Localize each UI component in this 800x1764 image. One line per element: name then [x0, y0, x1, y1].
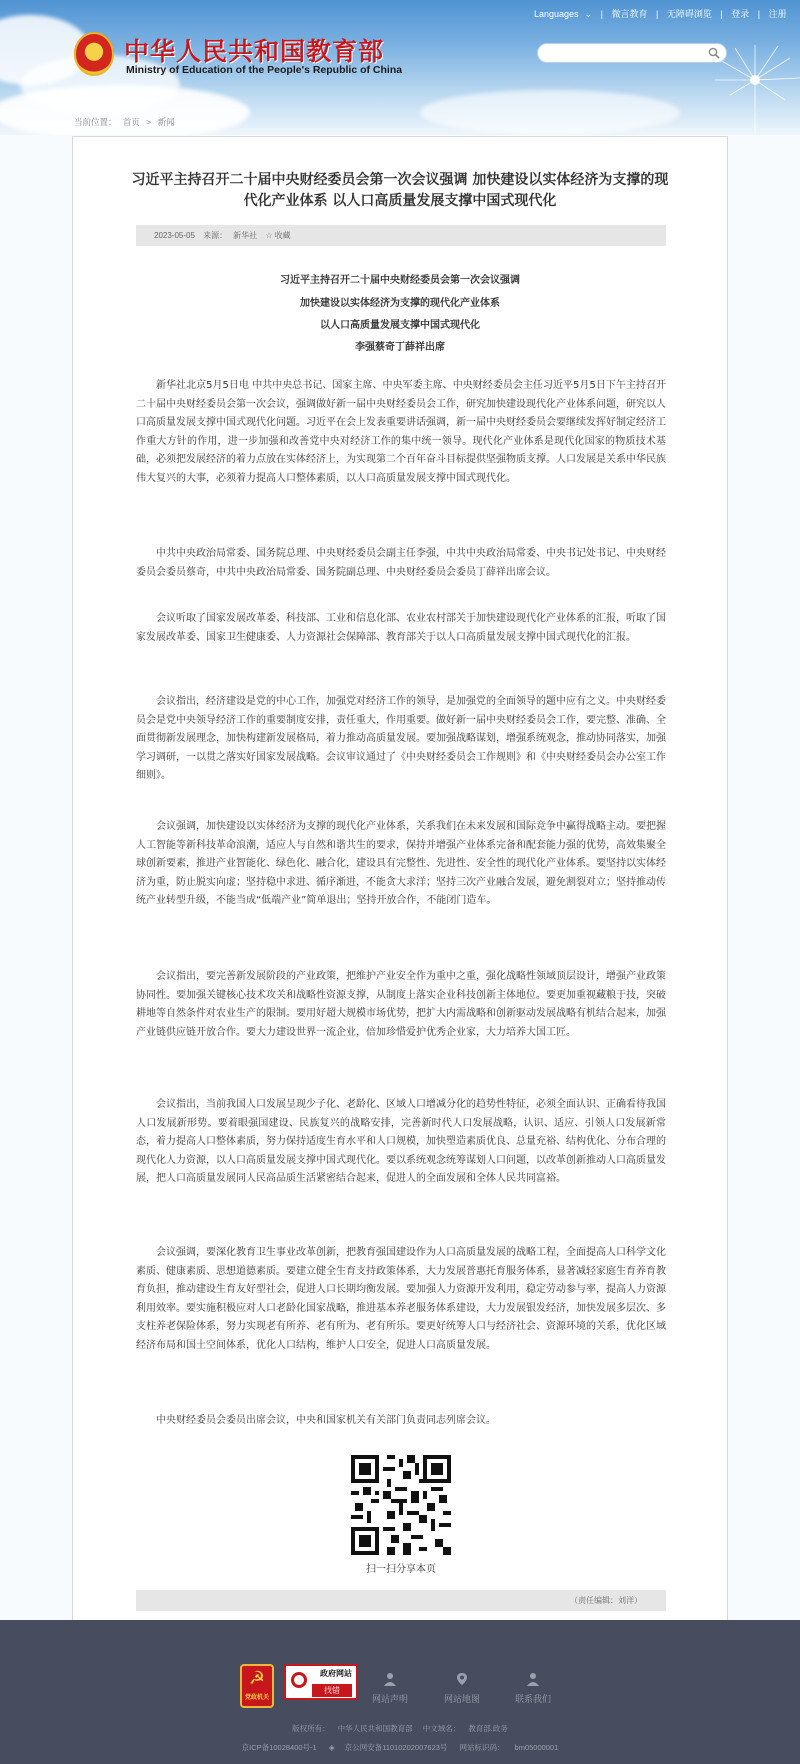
article-paragraph: 中央财经委员会委员出席会议，中央和国家机关有关部门负责同志列席会议。 — [156, 1415, 496, 1426]
article-date: 2023-05-05 — [154, 231, 195, 240]
cloud-decoration — [420, 90, 680, 135]
site-code: bm05000001 — [514, 1743, 559, 1752]
article-source: 新华社 — [233, 231, 258, 240]
nav-login[interactable]: 登录 — [731, 9, 750, 19]
footer-link-contact[interactable] — [503, 1672, 563, 1705]
domain-label: 中文域名： — [422, 1724, 461, 1733]
chevron-down-icon[interactable]: ⌄ — [584, 9, 593, 19]
site-code-label: 网站标识码： — [459, 1743, 505, 1752]
copyright-line — [0, 1723, 800, 1734]
site-footer — [0, 1620, 800, 1764]
icp-line — [0, 1742, 800, 1753]
nav-separator: | — [600, 9, 603, 19]
party-badge-label: 党政机关 — [244, 1694, 269, 1701]
star-icon[interactable]: ☆ — [265, 231, 273, 240]
copyright-owner: 中华人民共和国教育部 — [337, 1724, 413, 1733]
person-icon — [383, 1672, 397, 1686]
party-gov-badge[interactable] — [240, 1664, 274, 1708]
breadcrumb-separator: > — [146, 117, 152, 127]
breadcrumb-label: 当前位置： — [74, 117, 117, 127]
article-subhead: 加快建设以实体经济为支撑的现代化产业体系 — [300, 298, 500, 309]
article-paragraph: 会议强调，要深化教育卫生事业改革创新，把教育强国建设作为人口高质量发展的战略工程，全面提高人口科学文化素质、健康素质、思想道德素质。要建立健全生育支持政策体系，大力发展普惠托育服务体系，显著减轻家庭生育养育教育负担，推动建设生育友好型社会，促进人口长期均衡发展。要加强人力资源开发利用，稳定劳动参与率，提高人力资源利用效率。要实施积极应对人口老龄化国家战略，推进基本养老服务体系建设，大力发展银发经济，加快发展多层次、多支柱养老保险体系，努力实现老有所养、老有所为、老有所乐。要更好统筹人口与经济社会、资源环境的关系，优化区域经济布局和国土空间体系，优化人口结构，维护人口安全，促进人口高质量发展。 — [136, 1247, 666, 1351]
article-paragraph: 会议指出，要完善新发展阶段的产业政策，把维护产业安全作为重中之重，强化战略性领域顶层设计，增强产业政策协同性。要加强关键核心技术攻关和战略性资源支撑，从制度上落实企业科技创新主体地位。要更加重视藏粮于技，突破耕地等自然条件对农业生产的限制。要用好超大规模市场优势，把扩大内需战略和创新驱动发展战略有机结合起来，加强产业链供应链开放合作。要大力建设世界一流企业，倍加珍惜爱护优秀企业家，大力培养大国工匠。 — [136, 971, 666, 1038]
search-icon[interactable] — [708, 47, 720, 59]
qr-caption: 扫一扫分享本页 — [366, 1564, 436, 1575]
article-paragraph: 会议指出，经济建设是党的中心工作，加强党对经济工作的领导，是加强党的全面领导的题中应有之义。中央财经委员会是党中央领导经济工作的重要制度安排，责任重大，作用重要。做好新一届中央财经委员会工作，要完整、准确、全面贯彻新发展理念，加快构建新发展格局，着力推动高质量发展。要加强战略谋划，增强系统观念，推动协同落实，加强学习调研，一以贯之落实好国家发展战略。会议审议通过了《中央财经委员会工作规则》和《中央财经委员会办公室工作细则》。 — [136, 696, 666, 782]
responsible-editor: （责任编辑：刘洋） — [570, 1596, 642, 1605]
breadcrumb-news[interactable]: 新闻 — [157, 117, 175, 127]
site-logo-english[interactable]: Ministry of Education of the People's Republic of China — [126, 64, 403, 76]
icp-number[interactable]: 京ICP备10028400号-1 — [241, 1743, 317, 1752]
site-header — [0, 0, 800, 135]
article-subhead: 李强蔡奇丁薛祥出席 — [355, 342, 445, 353]
article-subhead: 以人口高质量发展支撑中国式现代化 — [320, 320, 480, 331]
police-shield-icon: ◈ — [328, 1743, 335, 1752]
nav-register[interactable]: 注册 — [768, 9, 787, 19]
site-logo-text[interactable]: 中华人民共和国教育部 — [124, 37, 385, 66]
nav-accessibility[interactable]: 无障碍浏览 — [666, 9, 712, 19]
nav-separator: | — [757, 9, 761, 19]
article-title: 习近平主持召开二十届中央财经委员会第一次会议强调 加快建设以实体经济为支撑的现代化产业体系 以人口高质量发展支撑中国式现代化 — [131, 172, 669, 209]
search-input[interactable] — [537, 43, 727, 63]
article-meta-bar — [136, 225, 666, 246]
nav-languages[interactable]: Languages — [534, 9, 579, 19]
footer-link-label: 联系我们 — [514, 1695, 551, 1705]
breadcrumb — [74, 116, 179, 128]
police-record[interactable]: 京公网安备11010202007623号 — [344, 1743, 448, 1752]
qr-code-icon — [351, 1455, 451, 1555]
article-paragraph: 中共中央政治局常委、国务院总理、中央财经委员会副主任李强，中共中央政治局常委、中央书记处书记、中央财经委员会委员蔡奇，中共中央政治局常委、国务院副总理、中央财经委员会委员丁薛祥出席会议。 — [136, 548, 666, 578]
footer-link-sitemap[interactable] — [432, 1672, 492, 1705]
article-paragraph: 会议指出，当前我国人口发展呈现少子化、老龄化、区域人口增减分化的趋势性特征，必须全面认识、正确看待我国人口发展新形势。要着眼强国建设、民族复兴的战略安排，完善新时代人口发展战略，认识、适应、引领人口发展新常态，着力提高人口整体素质，努力保持适度生育水平和人口规模，加快塑造素质优良、总量充裕、结构优化、分布合理的现代化人力资源，以人口高质量发展支撑中国式现代化。要以系统观念统筹谋划人口问题，以改革创新推动人口高质量发展，把人口高质量发展同人民高品质生活紧密结合起来，促进人的全面发展和全体人民共同富裕。 — [136, 1099, 666, 1185]
article-paragraph: 会议听取了国家发展改革委、科技部、工业和信息化部、农业农村部关于加快建设现代化产业体系的汇报，听取了国家发展改革委、国家卫生健康委、人力资源社会保障部、教育部关于以人口高质量发展支撑中国式现代化的汇报。 — [136, 613, 666, 643]
article-paragraph: 新华社北京5月5日电 中共中央总书记、国家主席、中央军委主席、中央财经委员会主任习近平5月5日下午主持召开二十届中央财经委员会第一次会议，强调做好新一届中央财经委员会工作，研究加快建设现代化产业体系问题，研究以人口高质量发展支撑中国式现代化问题。习近平在会上发表重要讲话强调，新一届中央财经委员会要继续发挥好制定经济工作重大方针的作用，进一步加强和改善党中央对经济工作的集中统一领导。现代化产业体系是现代化国家的物质技术基础，必须把发展经济的着力点放在实体经济上，为实现第二个百年奋斗目标提供坚强物质支撑。人口发展是关系中华民族伟大复兴的大事，必须着力提高人口整体素质，以人口高质量发展支撑中国式现代化。 — [136, 380, 666, 484]
party-emblem-icon: ☭ — [248, 1668, 266, 1689]
footer-link-statement[interactable] — [360, 1672, 420, 1705]
nav-separator: | — [656, 9, 659, 19]
national-emblem-icon[interactable] — [74, 32, 114, 76]
nav-separator: | — [720, 9, 723, 19]
source-label: 来源： — [203, 231, 228, 240]
footer-link-label: 网站地图 — [443, 1695, 480, 1705]
gov-badge-top: 政府网站 — [320, 1669, 352, 1678]
editor-bar — [136, 1590, 666, 1611]
gov-badge-bottom: 找错 — [312, 1684, 352, 1697]
map-pin-icon — [455, 1672, 469, 1686]
copyright-label: 版权所有： — [292, 1724, 330, 1733]
footer-link-label: 网站声明 — [371, 1695, 408, 1705]
chinese-domain[interactable]: 教育部.政务 — [468, 1724, 508, 1733]
favorite-button[interactable]: 收藏 — [274, 231, 291, 240]
article-subhead: 习近平主持召开二十届中央财经委员会第一次会议强调 — [280, 275, 520, 286]
magnifier-icon — [291, 1672, 307, 1688]
gov-site-error-badge[interactable] — [284, 1664, 358, 1700]
top-nav — [534, 7, 793, 20]
breadcrumb-home[interactable]: 首页 — [122, 117, 140, 127]
contact-person-icon — [526, 1672, 540, 1686]
article-paragraph: 会议强调，加快建设以实体经济为支撑的现代化产业体系，关系我们在未来发展和国际竞争中赢得战略主动。要把握人工智能等新科技革命浪潮，适应人与自然和谐共生的要求，保持并增强产业体系完备和配套能力强的优势，高效集聚全球创新要素，推进产业智能化、绿色化、融合化，建设具有完整性、先进性、安全性的现代化产业体系。要坚持以实体经济为重，防止脱实向虚；坚持稳中求进、循序渐进，不能贪大求洋；坚持三次产业融合发展，避免割裂对立；坚持推动传统产业转型升级，不能当成“低端产业”简单退出；坚持开放合作，不能闭门造车。 — [136, 821, 666, 907]
nav-weiyan[interactable]: 微言教育 — [611, 9, 648, 19]
